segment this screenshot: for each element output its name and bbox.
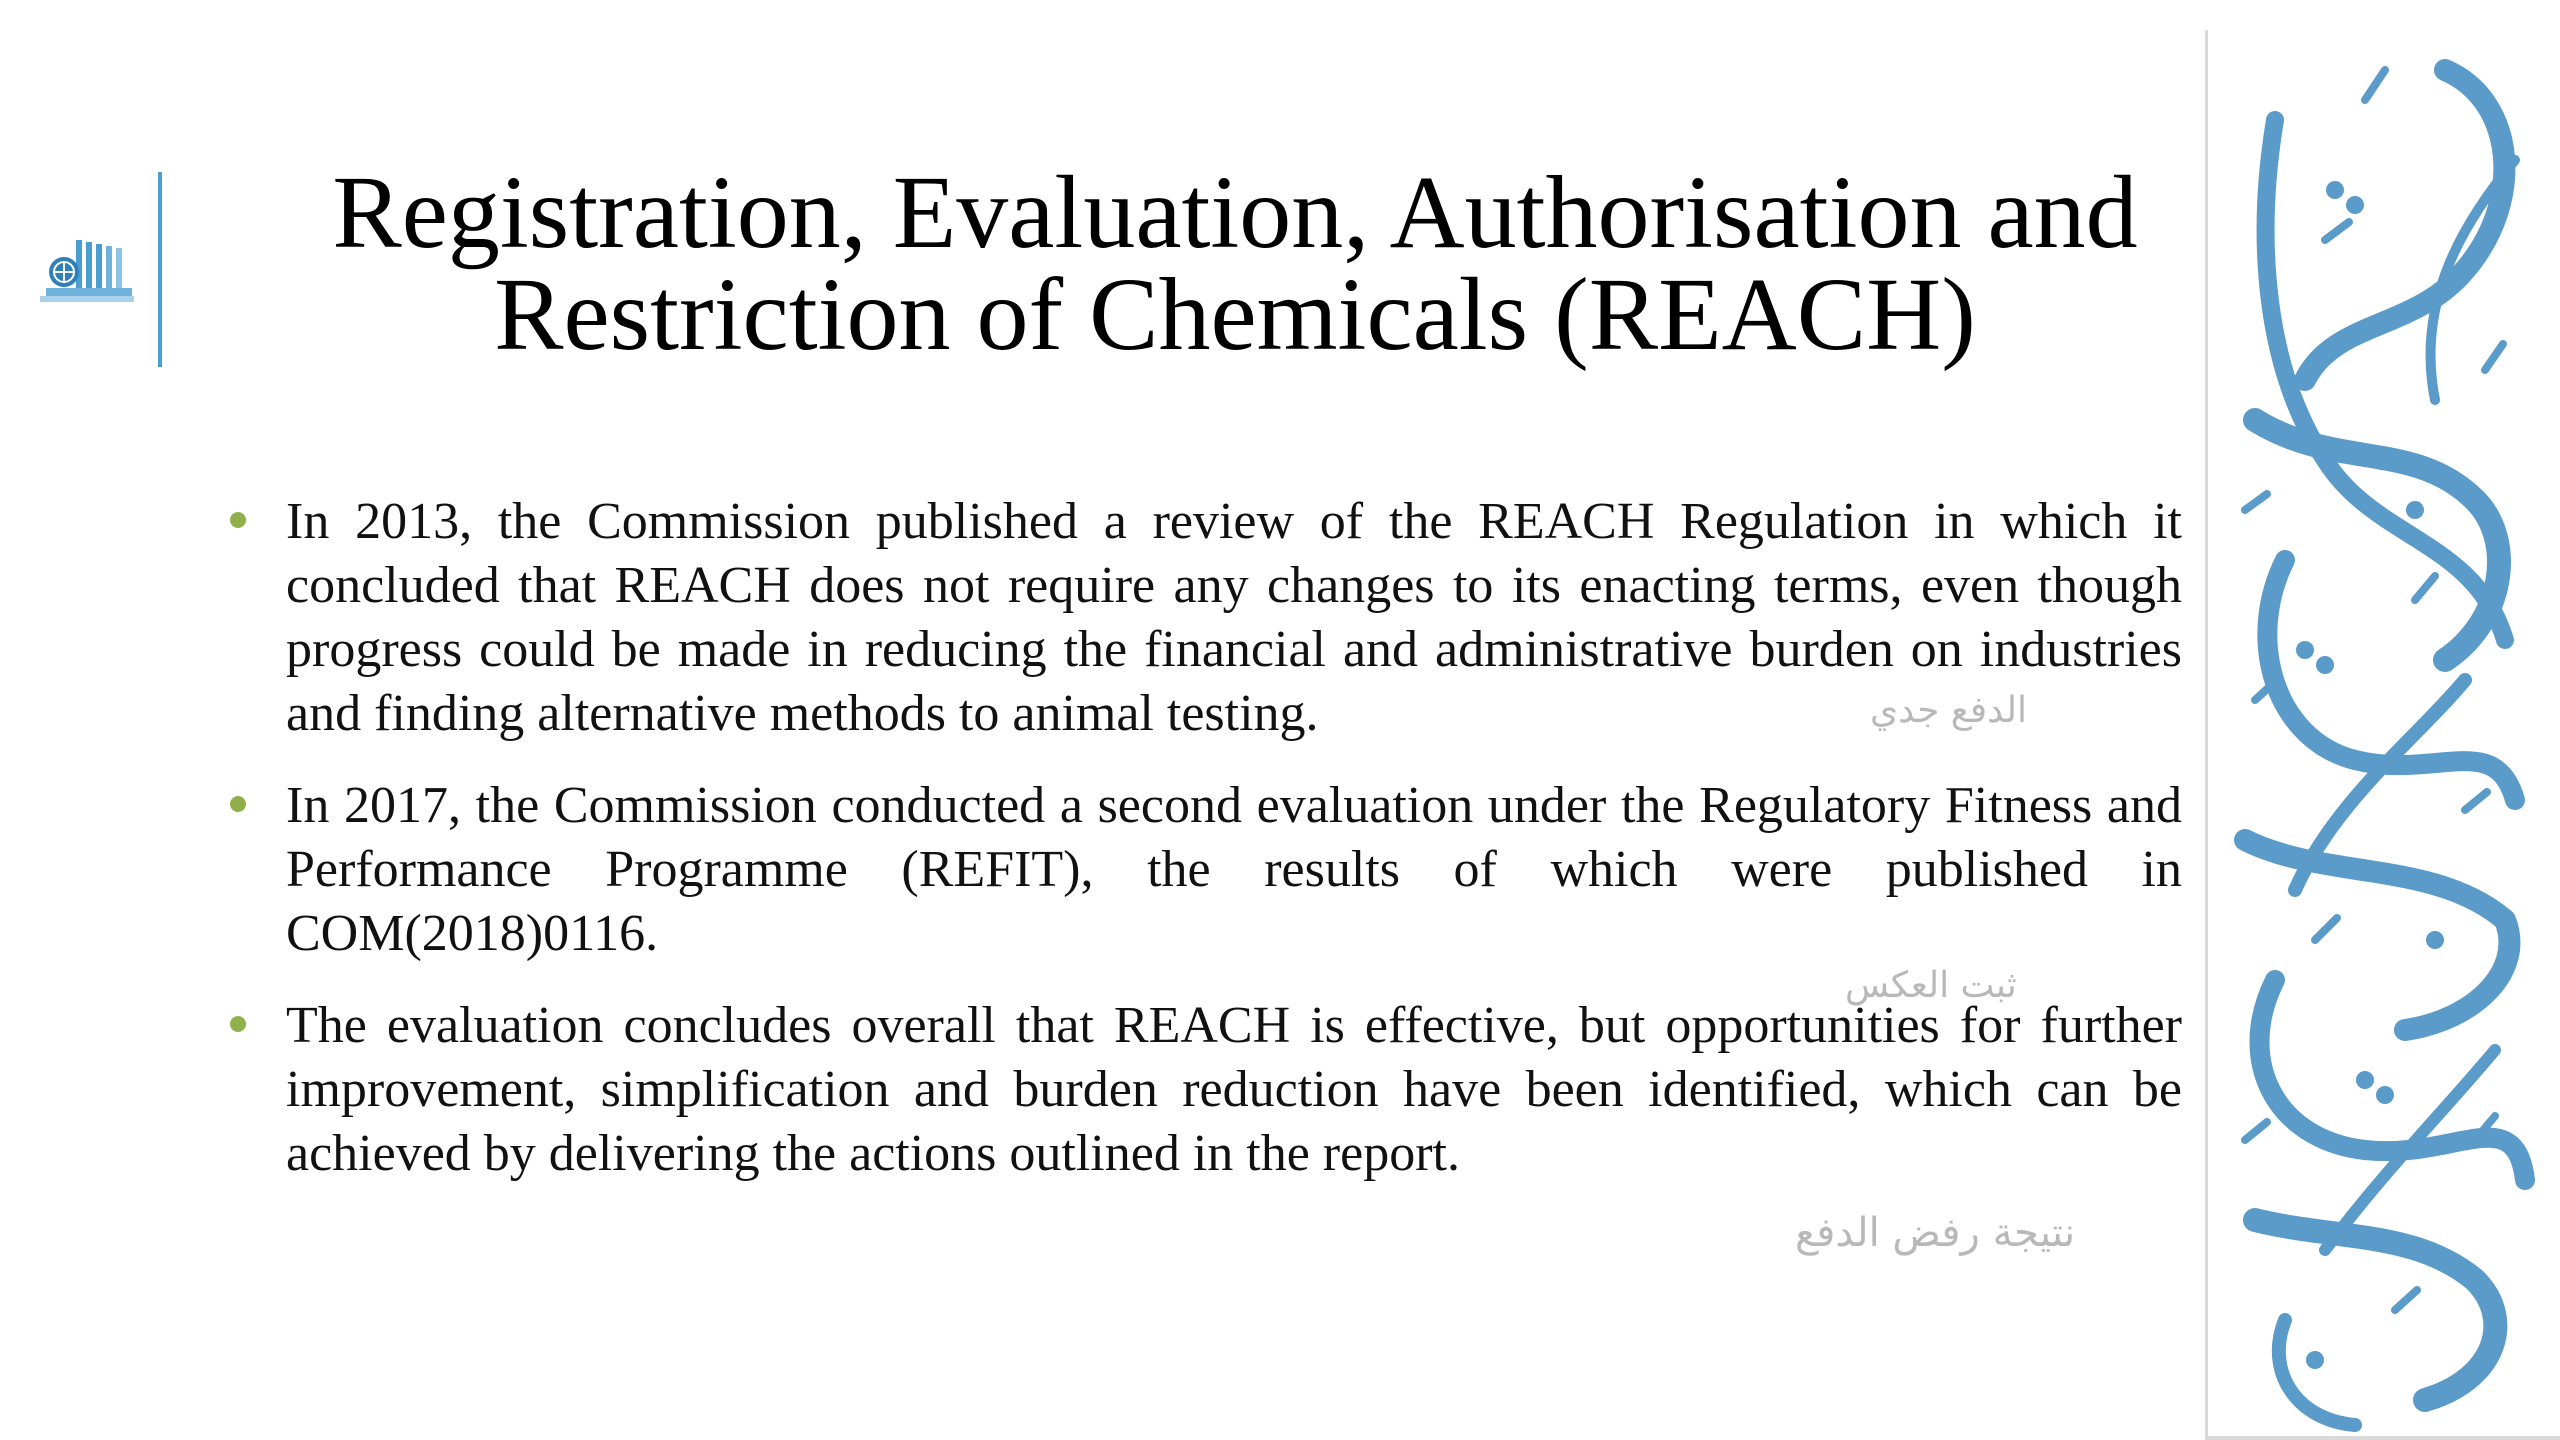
- bullet-item: [220, 774, 2182, 966]
- bullet-text: The evaluation concludes overall that REACH is effective, but opportunities for further improvement, simplification and burden reduction have been identified, which can be achieved by delivering the actions outlined in the report.: [286, 997, 2182, 1182]
- slide-title: [240, 155, 2230, 372]
- logo-divider: [158, 172, 162, 367]
- arabic-calligraphy-decoration: [2215, 40, 2545, 1440]
- title-line-2: Restriction of Chemicals (REACH): [494, 257, 1976, 372]
- university-logo-icon: [36, 232, 136, 312]
- watermark-text: ثبت العكس: [1845, 965, 2017, 1006]
- bullet-item: [220, 994, 2182, 1186]
- side-panel-divider: [2205, 30, 2208, 1440]
- bullet-dot-icon: [230, 512, 246, 528]
- bullet-text: In 2013, the Commission published a review of the REACH Regulation in which it concluded that REACH does not require any changes to its enacting terms, even though progress could be made in reducing the financial and administrative burden on industries and finding alternative methods to animal testing.: [286, 493, 2182, 742]
- bullet-list: [220, 490, 2182, 1214]
- bullet-text: In 2017, the Commission conducted a second evaluation under the Regulatory Fitness and Performance Programme (REFIT), the results of which were published in COM(2018)0116.: [286, 777, 2182, 962]
- bullet-dot-icon: [230, 1016, 246, 1032]
- bullet-dot-icon: [230, 796, 246, 812]
- side-panel-bottom-border: [2205, 1436, 2560, 1440]
- title-line-1: Registration, Evaluation, Authorisation and: [332, 155, 2138, 270]
- watermark-text: الدفع جدي: [1870, 690, 2028, 731]
- watermark-text: نتيجة رفض الدفع: [1795, 1210, 2076, 1256]
